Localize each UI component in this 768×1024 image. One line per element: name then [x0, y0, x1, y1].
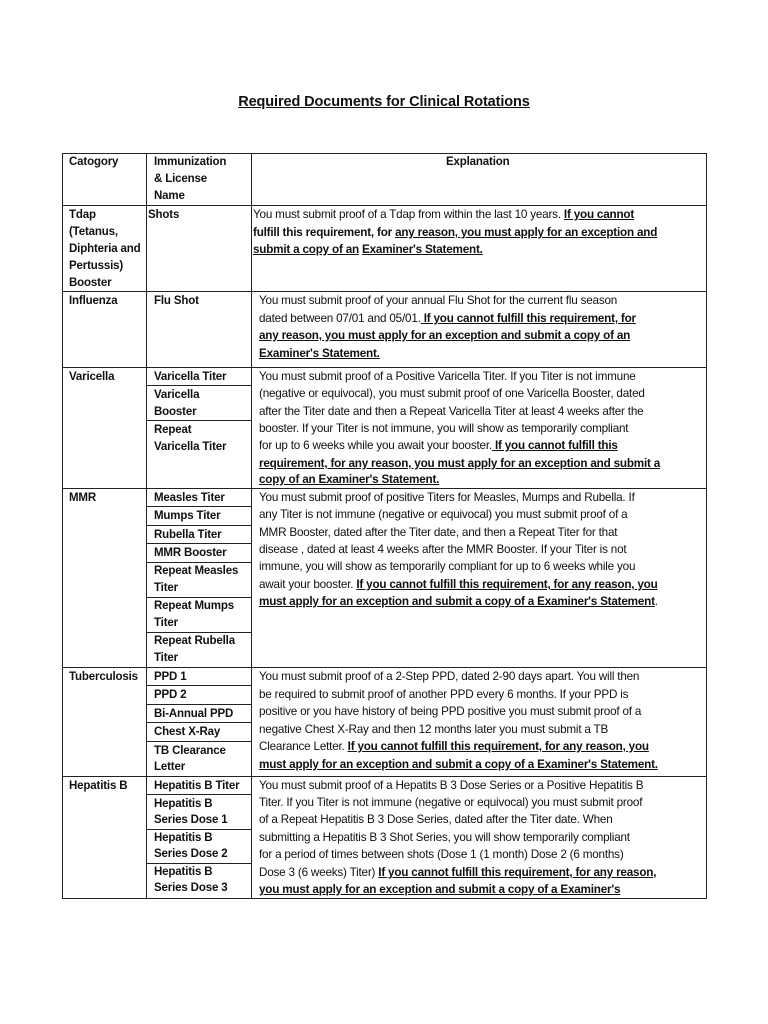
- item-repeat-varicella-line-2: Varicella Titer: [154, 441, 227, 453]
- explanation-tb-line-2: be required to submit proof of another PPD every 6 months. If your PPD is: [259, 688, 629, 701]
- category-tdap-line: Diphteria and: [69, 243, 141, 255]
- category-varicella: Varicella: [69, 371, 115, 383]
- item-bi-annual-ppd: Bi-Annual PPD: [154, 708, 234, 720]
- text-span: If you cannot: [563, 208, 635, 221]
- explanation-mmr-line-1: You must submit proof of positive Titers for Measles, Mumps and Rubella. If: [259, 491, 635, 504]
- text-span: Clearance Letter.: [259, 740, 348, 753]
- item-ppd-1: PPD 1: [154, 671, 187, 683]
- text-span: If you cannot fulfill this requirement, for any reason,: [378, 866, 657, 879]
- text-span: Examiner's Statement.: [362, 243, 483, 256]
- header-name-line-2: & License: [154, 173, 207, 185]
- explanation-varicella-line-1: You must submit proof of a Positive Varicella Titer. If you Titer is not immune: [259, 370, 636, 383]
- explanation-tdap-line-1: [253, 206, 634, 224]
- text-span: If you cannot fulfill this requirement, for any reason, you: [347, 740, 649, 753]
- header-explanation: Explanation: [446, 156, 510, 168]
- text-span: submit a copy of an: [253, 243, 359, 256]
- table-border-right: [706, 153, 707, 899]
- column-divider-2: [251, 153, 252, 899]
- item-repeat-measles-line-2: Titer: [154, 582, 178, 594]
- item-shots: Shots: [148, 209, 180, 221]
- category-mmr: MMR: [69, 492, 97, 504]
- explanation-varicella-line-2: (negative or equivocal), you must submit proof of one Varicella Booster, dated: [259, 387, 645, 400]
- item-hep-b-dose-3-line-2: Series Dose 3: [154, 882, 228, 894]
- table-border-left: [62, 153, 63, 899]
- text-span: If you cannot fulfill this: [491, 439, 618, 452]
- text-span: If you cannot fulfill this requirement, for: [420, 312, 636, 325]
- item-ppd-2: PPD 2: [154, 689, 187, 701]
- item-flu-shot: Flu Shot: [154, 295, 199, 307]
- text-span: fulfill this requirement, for: [253, 226, 396, 239]
- explanation-tb-line-3: positive or you have history of being PPD positive you must submit proof of a: [259, 705, 642, 718]
- text-span: must apply for an exception and submit a copy of a Examiner's Statement: [259, 595, 655, 608]
- header-name-line-3: Name: [154, 190, 185, 202]
- item-mmr-booster: MMR Booster: [154, 547, 227, 559]
- explanation-tdap-line-3: [253, 241, 483, 259]
- explanation-mmr-line-4: disease , dated at least 4 weeks after the MMR Booster. If your Titer is not: [259, 543, 627, 556]
- explanation-influenza-line-1: You must submit proof of your annual Flu Shot for the current flu season: [259, 294, 618, 307]
- item-hep-b-dose-2-line-2: Series Dose 2: [154, 848, 228, 860]
- explanation-hepb-line-4: submitting a Hepatitis B 3 Shot Series, you will show temporarily compliant: [259, 831, 630, 844]
- explanation-varicella-line-7: copy of an Examiner's Statement.: [259, 473, 440, 486]
- item-measles-titer: Measles Titer: [154, 492, 225, 504]
- item-tb-clearance-line-1: TB Clearance: [154, 745, 226, 757]
- category-tdap-line: Booster: [69, 277, 112, 289]
- text-span: await your booster.: [259, 578, 357, 591]
- explanation-mmr-line-3: MMR Booster, dated after the Titer date, and then a Repeat Titer for that: [259, 526, 618, 539]
- category-tdap-line: (Tetanus,: [69, 226, 118, 238]
- category-tdap-line: Tdap: [69, 209, 96, 221]
- header-category: Catogory: [69, 156, 119, 168]
- column-divider-1: [146, 153, 147, 899]
- item-repeat-varicella-line-1: Repeat: [154, 424, 192, 436]
- category-tdap-line: Pertussis): [69, 260, 124, 272]
- text-span: any reason, you must apply for an exception and: [395, 226, 658, 239]
- item-varicella-titer: Varicella Titer: [154, 371, 227, 383]
- item-repeat-measles-line-1: Repeat Measles: [154, 565, 239, 577]
- item-mumps-titer: Mumps Titer: [154, 510, 221, 522]
- explanation-mmr-line-2: any Titer is not immune (negative or equivocal) you must submit proof of a: [259, 508, 628, 521]
- explanation-tdap-line-2: [253, 224, 657, 242]
- text-span: .: [654, 595, 658, 608]
- explanation-influenza-line-2: [259, 310, 636, 328]
- text-span: for up to 6 weeks while you await your booster.: [259, 439, 492, 452]
- explanation-influenza-line-3: any reason, you must apply for an exception and submit a copy of an: [259, 329, 631, 342]
- text-span: dated between 07/01 and 05/01.: [259, 312, 421, 325]
- text-span: If you cannot fulfill this requirement, for any reason, you: [356, 578, 658, 591]
- item-hep-b-dose-1-line-1: Hepatitis B: [154, 798, 213, 810]
- explanation-tb-line-5: [259, 738, 649, 756]
- category-tuberculosis: Tuberculosis: [69, 671, 138, 683]
- text-span: You must submit proof of a Tdap from within the last 10 years.: [253, 208, 564, 221]
- explanation-varicella-line-6: requirement, for any reason, you must apply for an exception and submit a: [259, 457, 661, 470]
- item-hepatitis-b-titer: Hepatitis B Titer: [154, 780, 240, 792]
- explanation-influenza-line-4: Examiner's Statement.: [259, 347, 380, 360]
- item-varicella-booster-line-2: Booster: [154, 406, 197, 418]
- explanation-hepb-line-6: [259, 864, 656, 882]
- item-tb-clearance-line-2: Letter: [154, 761, 186, 773]
- item-hep-b-dose-3-line-1: Hepatitis B: [154, 866, 213, 878]
- category-hepatitis-b: Hepatitis B: [69, 780, 128, 792]
- explanation-hepb-line-3: of a Repeat Hepatitis B 3 Dose Series, dated after the Titer date. When: [259, 813, 613, 826]
- explanation-hepb-line-7: you must apply for an exception and submit a copy of a Examiner's: [259, 883, 621, 896]
- explanation-mmr-line-7: [259, 593, 658, 611]
- text-span: Dose 3 (6 weeks) Titer): [259, 866, 379, 879]
- explanation-tb-line-6: must apply for an exception and submit a copy of a Examiner's Statement.: [259, 758, 658, 771]
- item-hep-b-dose-2-line-1: Hepatitis B: [154, 832, 213, 844]
- item-hep-b-dose-1-line-2: Series Dose 1: [154, 814, 228, 826]
- explanation-hepb-line-1: You must submit proof of a Hepatits B 3 Dose Series or a Positive Hepatitis B: [259, 779, 644, 792]
- item-chest-x-ray: Chest X-Ray: [154, 726, 221, 738]
- explanation-varicella-line-4: booster. If your Titer is not immune, you will show as temporarily compliant: [259, 422, 629, 435]
- explanation-tb-line-1: You must submit proof of a 2-Step PPD, dated 2-90 days apart. You will then: [259, 670, 640, 683]
- explanation-varicella-line-5: [259, 437, 618, 455]
- explanation-mmr-line-6: [259, 576, 658, 594]
- explanation-hepb-line-2: Titer. If you Titer is not immune (negative or equivocal) you must submit proof: [259, 796, 643, 809]
- item-repeat-rubella-line-1: Repeat Rubella: [154, 635, 235, 647]
- item-repeat-mumps-line-1: Repeat Mumps: [154, 600, 234, 612]
- item-varicella-booster-line-1: Varicella: [154, 389, 200, 401]
- explanation-tb-line-4: negative Chest X-Ray and then 12 months later you must submit a TB: [259, 723, 609, 736]
- category-influenza: Influenza: [69, 295, 118, 307]
- document-title: Required Documents for Clinical Rotations: [238, 94, 530, 110]
- item-repeat-mumps-line-2: Titer: [154, 617, 178, 629]
- explanation-varicella-line-3: after the Titer date and then a Repeat Varicella Titer at least 4 weeks after the: [259, 405, 644, 418]
- explanation-hepb-line-5: for a period of times between shots (Dose 1 (1 month) Dose 2 (6 months): [259, 848, 624, 861]
- explanation-mmr-line-5: immune, you will show as temporarily compliant for up to 6 weeks while you: [259, 560, 636, 573]
- header-name-line-1: Immunization: [154, 156, 227, 168]
- item-repeat-rubella-line-2: Titer: [154, 652, 178, 664]
- item-rubella-titer: Rubella Titer: [154, 529, 222, 541]
